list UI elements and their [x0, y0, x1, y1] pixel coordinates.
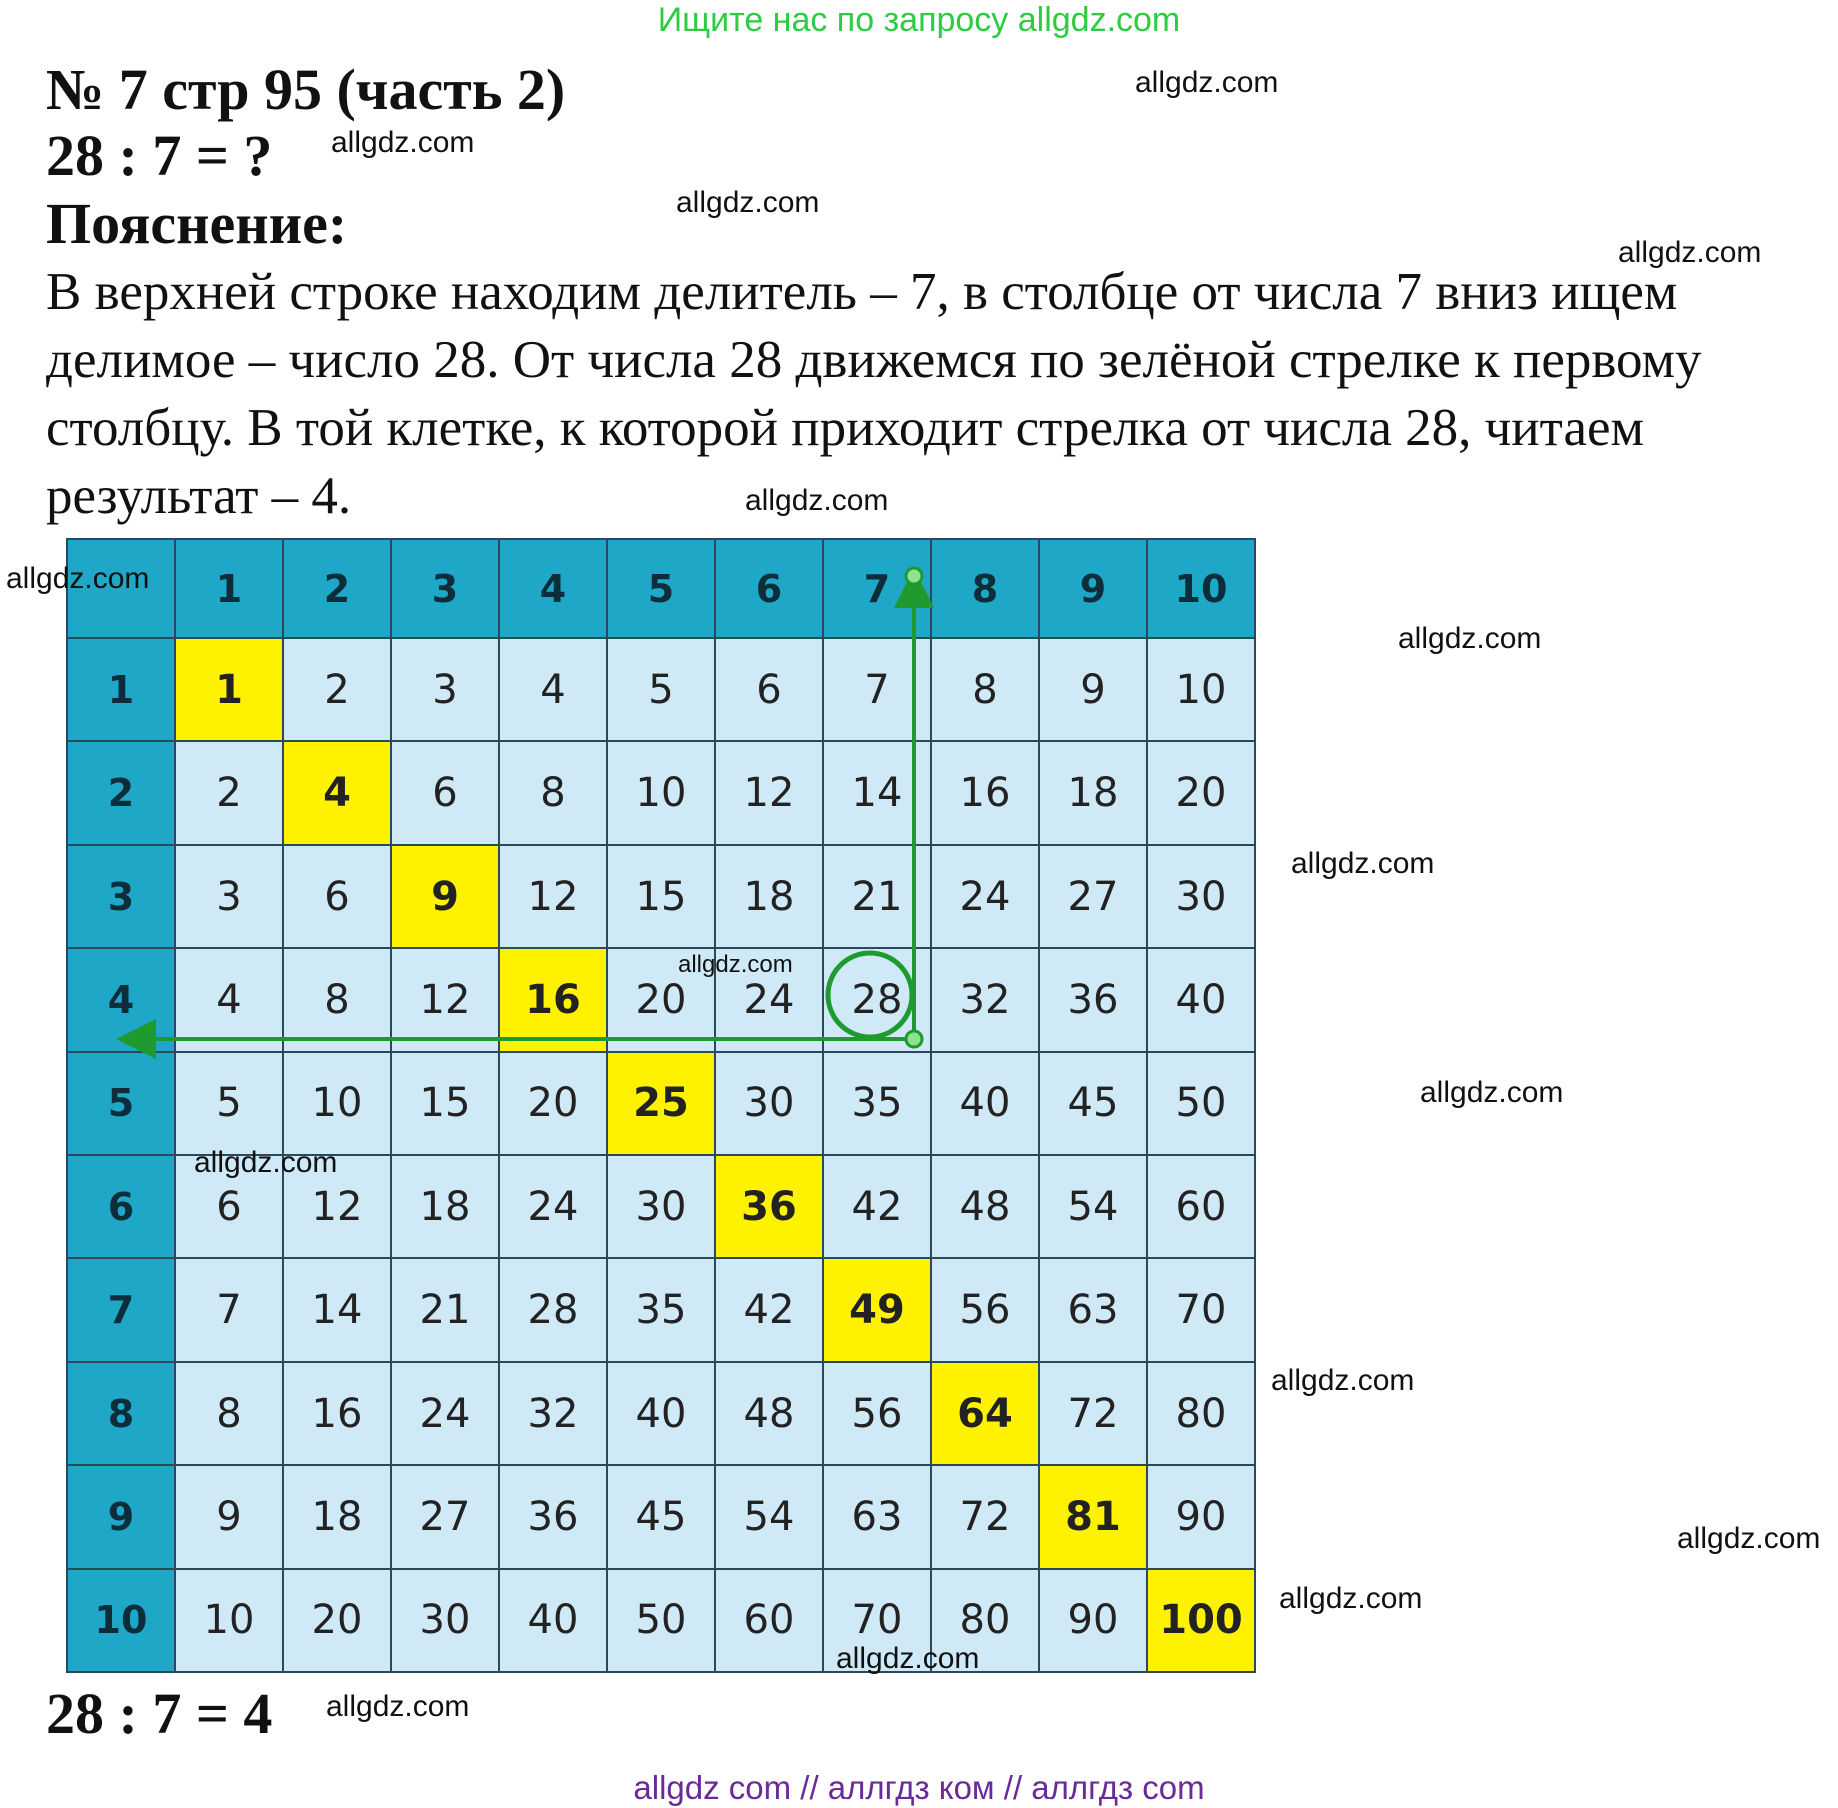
table-cell: 36: [499, 1465, 607, 1568]
table-cell: 72: [1039, 1362, 1147, 1465]
table-cell: 18: [715, 845, 823, 948]
table-cell: 9: [175, 1465, 283, 1568]
row-header-6: 6: [67, 1155, 175, 1258]
row-header-4: 4: [67, 948, 175, 1051]
table-cell: 72: [931, 1465, 1039, 1568]
table-cell: 32: [931, 948, 1039, 1051]
question: 28 : 7 = ?: [46, 123, 273, 188]
table-cell: 20: [1147, 741, 1255, 844]
table-cell: 10: [283, 1052, 391, 1155]
table-row: [67, 638, 1255, 741]
table-cell: 6: [715, 638, 823, 741]
table-cell: 20: [283, 1569, 391, 1672]
table-header-row: [67, 539, 1255, 638]
table-cell: 16: [283, 1362, 391, 1465]
table-cell: 63: [823, 1465, 931, 1568]
table-cell: 21: [823, 845, 931, 948]
table-cell: 100: [1147, 1569, 1255, 1672]
table-cell: 30: [715, 1052, 823, 1155]
table-cell: 20: [499, 1052, 607, 1155]
table-cell: 12: [499, 845, 607, 948]
multiplication-table-wrap: [66, 538, 1256, 1673]
column-header-2: 2: [283, 539, 391, 638]
table-cell: 12: [715, 741, 823, 844]
table-cell: 56: [931, 1258, 1039, 1361]
table-cell: 3: [175, 845, 283, 948]
table-cell: 15: [391, 1052, 499, 1155]
table-cell: 8: [931, 638, 1039, 741]
table-cell: 10: [607, 741, 715, 844]
table-cell: 3: [391, 638, 499, 741]
table-cell: 81: [1039, 1465, 1147, 1568]
table-cell: 36: [1039, 948, 1147, 1051]
table-cell: 21: [391, 1258, 499, 1361]
table-cell: 27: [391, 1465, 499, 1568]
table-cell: 80: [931, 1569, 1039, 1672]
row-header-8: 8: [67, 1362, 175, 1465]
watermark: allgdz.com: [1135, 66, 1279, 99]
table-cell: 36: [715, 1155, 823, 1258]
table-cell: 12: [283, 1155, 391, 1258]
table-cell: 50: [1147, 1052, 1255, 1155]
table-cell: 90: [1039, 1569, 1147, 1672]
table-cell: 6: [175, 1155, 283, 1258]
table-cell: 14: [283, 1258, 391, 1361]
table-cell: 30: [607, 1155, 715, 1258]
watermark: allgdz.com: [1398, 622, 1542, 655]
column-header-5: 5: [607, 539, 715, 638]
table-cell: 45: [1039, 1052, 1147, 1155]
table-cell: 48: [715, 1362, 823, 1465]
bottom-links[interactable]: allgdz com // аллгдз ком // аллгдз com: [633, 1769, 1205, 1806]
table-cell: 18: [1039, 741, 1147, 844]
column-header-8: 8: [931, 539, 1039, 638]
column-header-4: 4: [499, 539, 607, 638]
table-cell: 6: [391, 741, 499, 844]
table-cell: 35: [607, 1258, 715, 1361]
table-cell: 70: [1147, 1258, 1255, 1361]
watermark: allgdz.com: [745, 484, 889, 517]
table-cell: 2: [283, 638, 391, 741]
table-cell: 5: [175, 1052, 283, 1155]
watermark: allgdz.com: [331, 126, 475, 159]
explanation-text: В верхней строке находим делитель – 7, в столбце от числа 7 вниз ищем делимое – число 28. От числа 28 движемся по зелёной стрелке к первому столбцу. В той клетке, к которой приходит стрелка от числа 28, читаем результат – 4.: [46, 263, 1702, 525]
table-cell: 10: [1147, 638, 1255, 741]
table-cell: 8: [283, 948, 391, 1051]
table-cell: 6: [283, 845, 391, 948]
table-cell: 40: [499, 1569, 607, 1672]
table-cell: 56: [823, 1362, 931, 1465]
row-header-2: 2: [67, 741, 175, 844]
page-title: № 7 стр 95 (часть 2): [46, 57, 566, 122]
table-cell: 25: [607, 1052, 715, 1155]
table-cell: 8: [175, 1362, 283, 1465]
table-cell: 40: [607, 1362, 715, 1465]
table-cell: 30: [391, 1569, 499, 1672]
table-row: [67, 1052, 1255, 1155]
watermark: allgdz.com: [1279, 1582, 1423, 1615]
table-cell: 45: [607, 1465, 715, 1568]
table-cell: 24: [391, 1362, 499, 1465]
table-cell: 28: [823, 948, 931, 1051]
table-cell: 7: [175, 1258, 283, 1361]
table-cell: 8: [499, 741, 607, 844]
table-cell: 48: [931, 1155, 1039, 1258]
table-cell: 2: [175, 741, 283, 844]
table-cell: 42: [823, 1155, 931, 1258]
watermark: allgdz.com: [194, 1146, 338, 1179]
table-row: [67, 1569, 1255, 1672]
watermark: allgdz.com: [676, 186, 820, 219]
watermark: allgdz.com: [678, 951, 793, 978]
column-header-9: 9: [1039, 539, 1147, 638]
table-cell: 20: [607, 948, 715, 1051]
table-cell: 70: [823, 1569, 931, 1672]
table-cell: 18: [391, 1155, 499, 1258]
table-row: [67, 845, 1255, 948]
table-cell: 4: [499, 638, 607, 741]
table-row: [67, 1258, 1255, 1361]
table-cell: 24: [715, 948, 823, 1051]
table-row: [67, 1362, 1255, 1465]
table-cell: 15: [607, 845, 715, 948]
table-cell: 4: [283, 741, 391, 844]
table-cell: 9: [1039, 638, 1147, 741]
row-header-9: 9: [67, 1465, 175, 1568]
watermark: allgdz.com: [836, 1642, 980, 1675]
explanation-label: Пояснение:: [46, 191, 348, 256]
column-header-10: 10: [1147, 539, 1255, 638]
table-cell: 42: [715, 1258, 823, 1361]
answer: 28 : 7 = 4: [46, 1681, 273, 1746]
table-cell: 49: [823, 1258, 931, 1361]
table-cell: 9: [391, 845, 499, 948]
table-row: [67, 1465, 1255, 1568]
row-header-10: 10: [67, 1569, 175, 1672]
table-cell: 16: [931, 741, 1039, 844]
watermark: allgdz.com: [1420, 1076, 1564, 1109]
table-cell: 54: [1039, 1155, 1147, 1258]
table-cell: 10: [175, 1569, 283, 1672]
table-cell: 30: [1147, 845, 1255, 948]
table-cell: 60: [715, 1569, 823, 1672]
table-cell: 24: [499, 1155, 607, 1258]
table-cell: 35: [823, 1052, 931, 1155]
table-row: [67, 948, 1255, 1051]
table-cell: 54: [715, 1465, 823, 1568]
table-cell: 27: [1039, 845, 1147, 948]
table-cell: 90: [1147, 1465, 1255, 1568]
column-header-3: 3: [391, 539, 499, 638]
table-cell: 63: [1039, 1258, 1147, 1361]
watermark: allgdz.com: [1677, 1522, 1821, 1555]
watermark: allgdz.com: [6, 562, 150, 595]
watermark: allgdz.com: [326, 1690, 470, 1723]
watermark: allgdz.com: [1618, 236, 1762, 269]
table-cell: 14: [823, 741, 931, 844]
table-cell: 24: [931, 845, 1039, 948]
table-cell: 60: [1147, 1155, 1255, 1258]
table-row: [67, 741, 1255, 844]
table-cell: 4: [175, 948, 283, 1051]
table-cell: 50: [607, 1569, 715, 1672]
top-banner[interactable]: Ищите нас по запросу allgdz.com: [657, 1, 1181, 39]
table-cell: 7: [823, 638, 931, 741]
table-cell: 64: [931, 1362, 1039, 1465]
watermark: allgdz.com: [1271, 1364, 1415, 1397]
table-cell: 18: [283, 1465, 391, 1568]
table-cell: 32: [499, 1362, 607, 1465]
row-header-3: 3: [67, 845, 175, 948]
table-cell: 16: [499, 948, 607, 1051]
table-cell: 28: [499, 1258, 607, 1361]
row-header-7: 7: [67, 1258, 175, 1361]
table-cell: 80: [1147, 1362, 1255, 1465]
table-cell: 40: [1147, 948, 1255, 1051]
table-cell: 12: [391, 948, 499, 1051]
table-cell: 40: [931, 1052, 1039, 1155]
watermark: allgdz.com: [1291, 847, 1435, 880]
row-header-5: 5: [67, 1052, 175, 1155]
column-header-6: 6: [715, 539, 823, 638]
column-header-7: 7: [823, 539, 931, 638]
row-header-1: 1: [67, 638, 175, 741]
multiplication-table: [66, 538, 1256, 1673]
table-cell: 1: [175, 638, 283, 741]
column-header-1: 1: [175, 539, 283, 638]
table-cell: 5: [607, 638, 715, 741]
